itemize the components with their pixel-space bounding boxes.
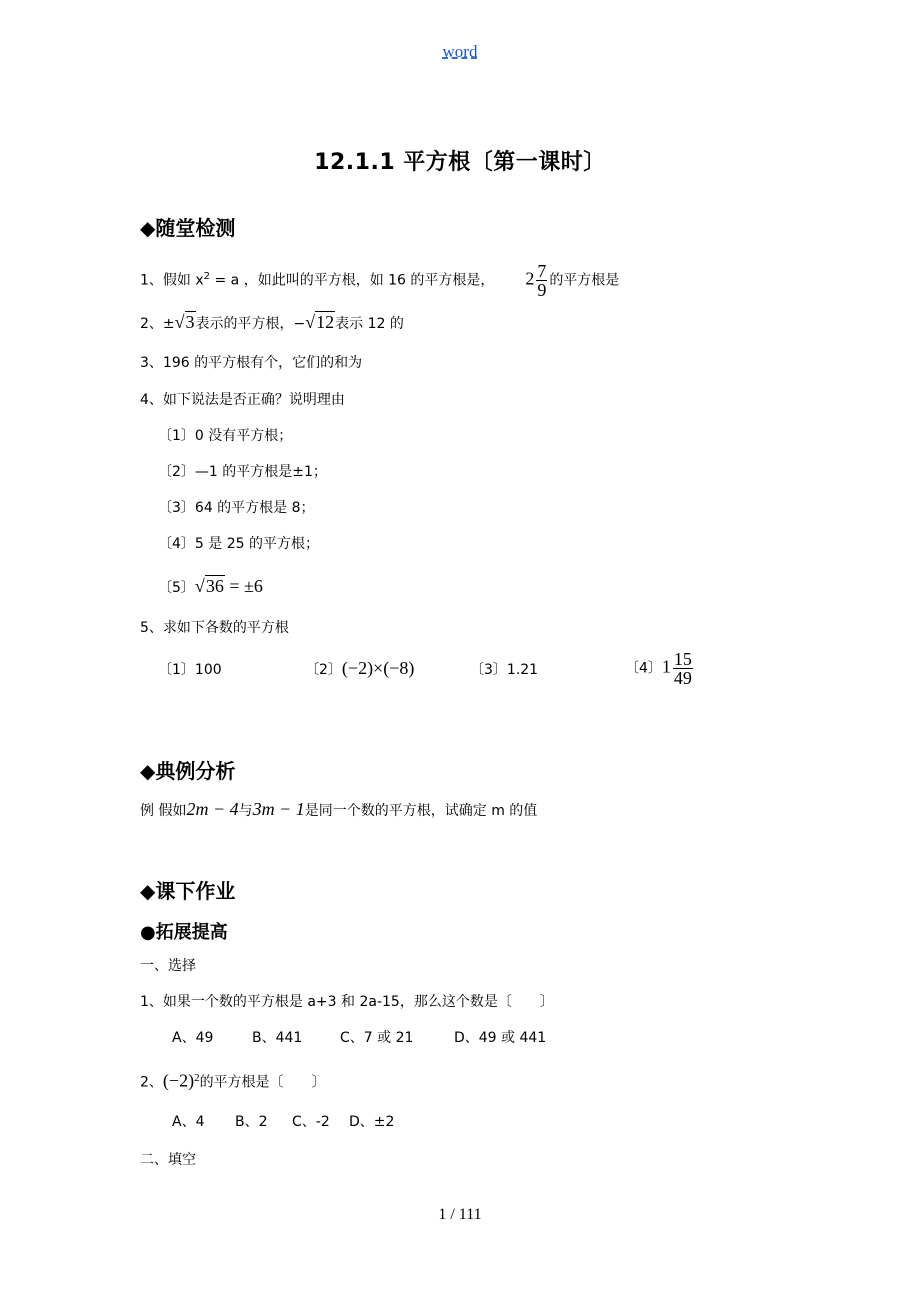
q5-item-4-whole: 1 [661, 656, 671, 677]
q4-item-2: 〔2〕—1 的平方根是±1； [158, 464, 327, 480]
q2-sqrt-1: √3 [174, 312, 195, 332]
mc2-option-d: D、±2 [349, 1114, 395, 1130]
q1-text-b: = a ，如此叫的平方根，如 16 的平方根是， [210, 272, 495, 289]
mc2-option-a: A、4 [172, 1114, 205, 1130]
q2-text-b: 表示的平方根，− [195, 316, 306, 332]
mc2-option-b: B、2 [235, 1114, 268, 1130]
mc-question-2 [140, 1068, 326, 1093]
question-4: 4、如下说法是否正确？说明理由 [140, 392, 345, 408]
example-text-c: 是同一个数的平方根，试确定 m 的值 [304, 803, 538, 819]
part-fill-in: 二、填空 [140, 1152, 196, 1168]
subsection-heading-extension: ●拓展提高 [140, 922, 228, 943]
q1-sup: 2 [203, 270, 211, 282]
q5-item-4-fraction [673, 650, 693, 687]
q5-item-4-den: 49 [673, 668, 692, 688]
mc2-text-a: 2、 [140, 1074, 163, 1091]
q4-item-5 [158, 576, 263, 598]
q4-5-radicand: 36 [205, 576, 224, 596]
q5-item-4-label: 〔4〕 [625, 660, 662, 677]
q4-item-4: 〔4〕5 是 25 的平方根； [158, 536, 319, 552]
section-heading-examples: ◆典例分析 [140, 759, 236, 783]
mc2-text-b: 的平方根是〔 〕 [199, 1074, 326, 1091]
header-word-link-text[interactable]: word [442, 42, 478, 61]
mc2-sup: 2 [194, 1072, 200, 1084]
question-5: 5、求如下各数的平方根 [140, 620, 289, 636]
q4-5-rest: = ±6 [224, 576, 263, 596]
header-word-link[interactable] [0, 42, 920, 62]
q1-text-a: 1、假如 x [140, 272, 204, 289]
q1-fraction [536, 262, 547, 299]
example-line [140, 799, 537, 821]
q5-item-2-label: 〔2〕 [305, 662, 342, 678]
mc1-option-a: A、49 [172, 1030, 214, 1046]
page-number: 1 / 111 [438, 1206, 482, 1223]
q4-item-1: 〔1〕0 没有平方根； [158, 428, 293, 444]
q4-5-label: 〔5〕 [158, 580, 195, 596]
mc2-math: (−2) [162, 1070, 195, 1091]
q2-text-c: 表示 12 的 [335, 316, 404, 332]
question-1 [140, 262, 619, 299]
q4-5-sqrt: √36 [194, 576, 224, 596]
example-text-a: 例 假如 [140, 803, 187, 819]
q5-item-4 [625, 650, 695, 687]
q2-radicand-1: 3 [185, 312, 195, 332]
q4-item-3: 〔3〕64 的平方根是 8； [158, 500, 315, 516]
part-choice: 一、选择 [140, 958, 196, 974]
section-heading-practice: ◆随堂检测 [140, 216, 236, 240]
mc-question-1: 1、如果一个数的平方根是 a+3 和 2a-15，那么这个数是〔 〕 [140, 994, 554, 1010]
q2-sqrt-2: √12 [305, 312, 335, 332]
q1-text-c: 的平方根是 [549, 272, 620, 289]
mc2-option-c: C、-2 [292, 1114, 330, 1130]
q1-den: 9 [537, 280, 547, 300]
q5-item-2 [305, 658, 414, 680]
q5-item-4-num: 15 [673, 649, 692, 669]
q2-text-a: 2、± [140, 316, 175, 332]
q1-whole: 2 [525, 268, 535, 289]
example-text-b: 与 [238, 803, 253, 819]
q5-item-3: 〔3〕1.21 [470, 662, 539, 678]
q2-radicand-2: 12 [316, 312, 335, 332]
q1-num: 7 [537, 261, 547, 281]
example-math-1: 2m − 4 [186, 799, 239, 819]
question-3: 3、196 的平方根有个，它们的和为 [140, 355, 363, 371]
page-title: 12.1.1 平方根〔第一课时〕 [314, 150, 606, 175]
section-heading-homework: ◆课下作业 [140, 879, 236, 903]
q5-item-1: 〔1〕100 [158, 662, 222, 678]
question-2 [140, 312, 404, 334]
mc1-option-d: D、49 或 441 [454, 1030, 547, 1046]
example-math-2: 3m − 1 [252, 799, 305, 819]
mc1-option-b: B、441 [252, 1030, 303, 1046]
q5-item-2-math: (−2)×(−8) [341, 658, 415, 678]
mc1-option-c: C、7 或 21 [340, 1030, 414, 1046]
